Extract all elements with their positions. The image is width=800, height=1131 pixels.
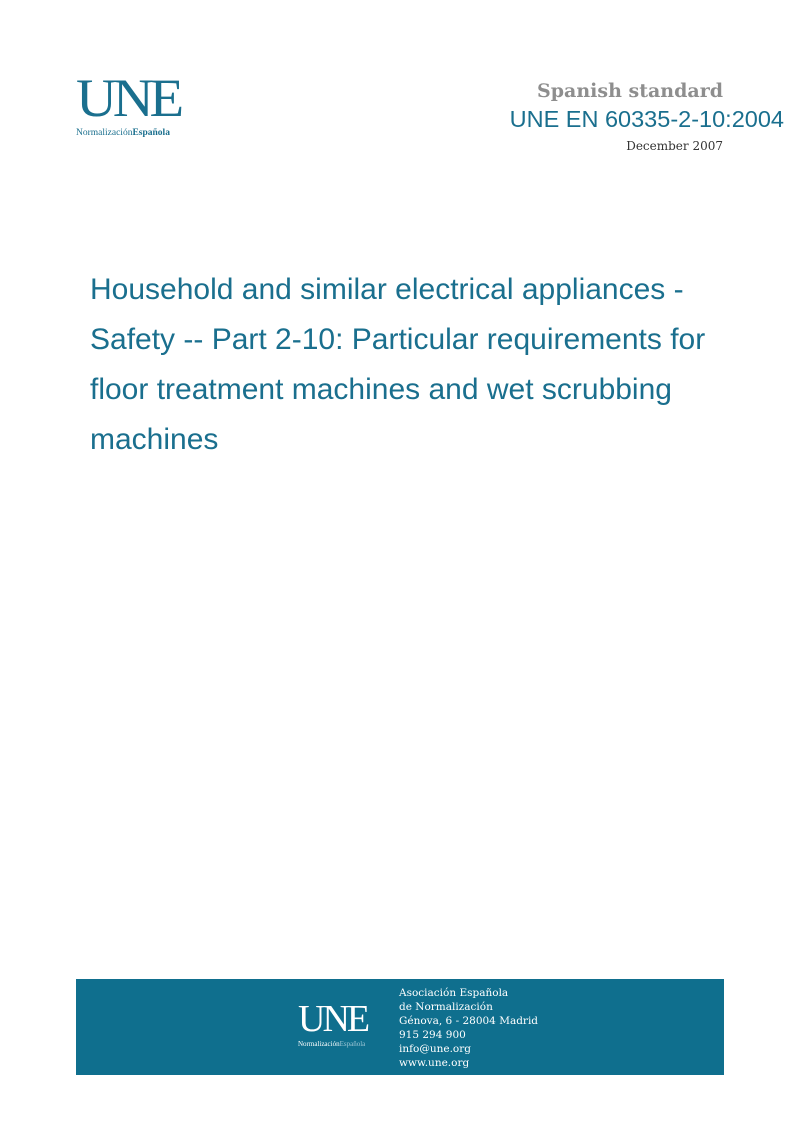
logo-sub-bold: Española bbox=[132, 128, 170, 138]
standard-code: UNE EN 60335-2-10:2004 bbox=[509, 106, 784, 132]
logo-subtitle bbox=[76, 128, 196, 138]
org-email[interactable]: info@une.org bbox=[399, 1043, 471, 1055]
standard-header bbox=[509, 78, 784, 156]
footer-logo-mark: UNE bbox=[298, 998, 368, 1040]
org-address: Génova, 6 - 28004 Madrid bbox=[399, 1015, 539, 1027]
footer-logo-subtitle bbox=[298, 1040, 367, 1048]
logo-sub-normal: Normalización bbox=[76, 128, 133, 138]
org-name-line2: de Normalización bbox=[399, 1001, 493, 1013]
org-website[interactable]: www.une.org bbox=[399, 1057, 470, 1069]
footer-logo-sub-normal: Normalización bbox=[298, 1040, 340, 1048]
logo-mark: UNE bbox=[76, 68, 180, 128]
standard-label: Spanish standard bbox=[537, 80, 723, 102]
org-name-line1: Asociación Española bbox=[399, 987, 509, 999]
footer-contact bbox=[399, 986, 538, 1070]
org-phone: 915 294 900 bbox=[399, 1029, 466, 1041]
footer-banner bbox=[76, 979, 724, 1075]
footer-logo-sub-light: Española bbox=[339, 1040, 366, 1048]
standard-date: December 2007 bbox=[626, 139, 723, 153]
footer-logo bbox=[298, 998, 368, 1048]
une-logo bbox=[76, 68, 196, 138]
document-title: Household and similar electrical appliances - Safety -- Part 2-10: Particular requirements for floor treatment machines and wet scrubbing machines bbox=[90, 273, 706, 456]
